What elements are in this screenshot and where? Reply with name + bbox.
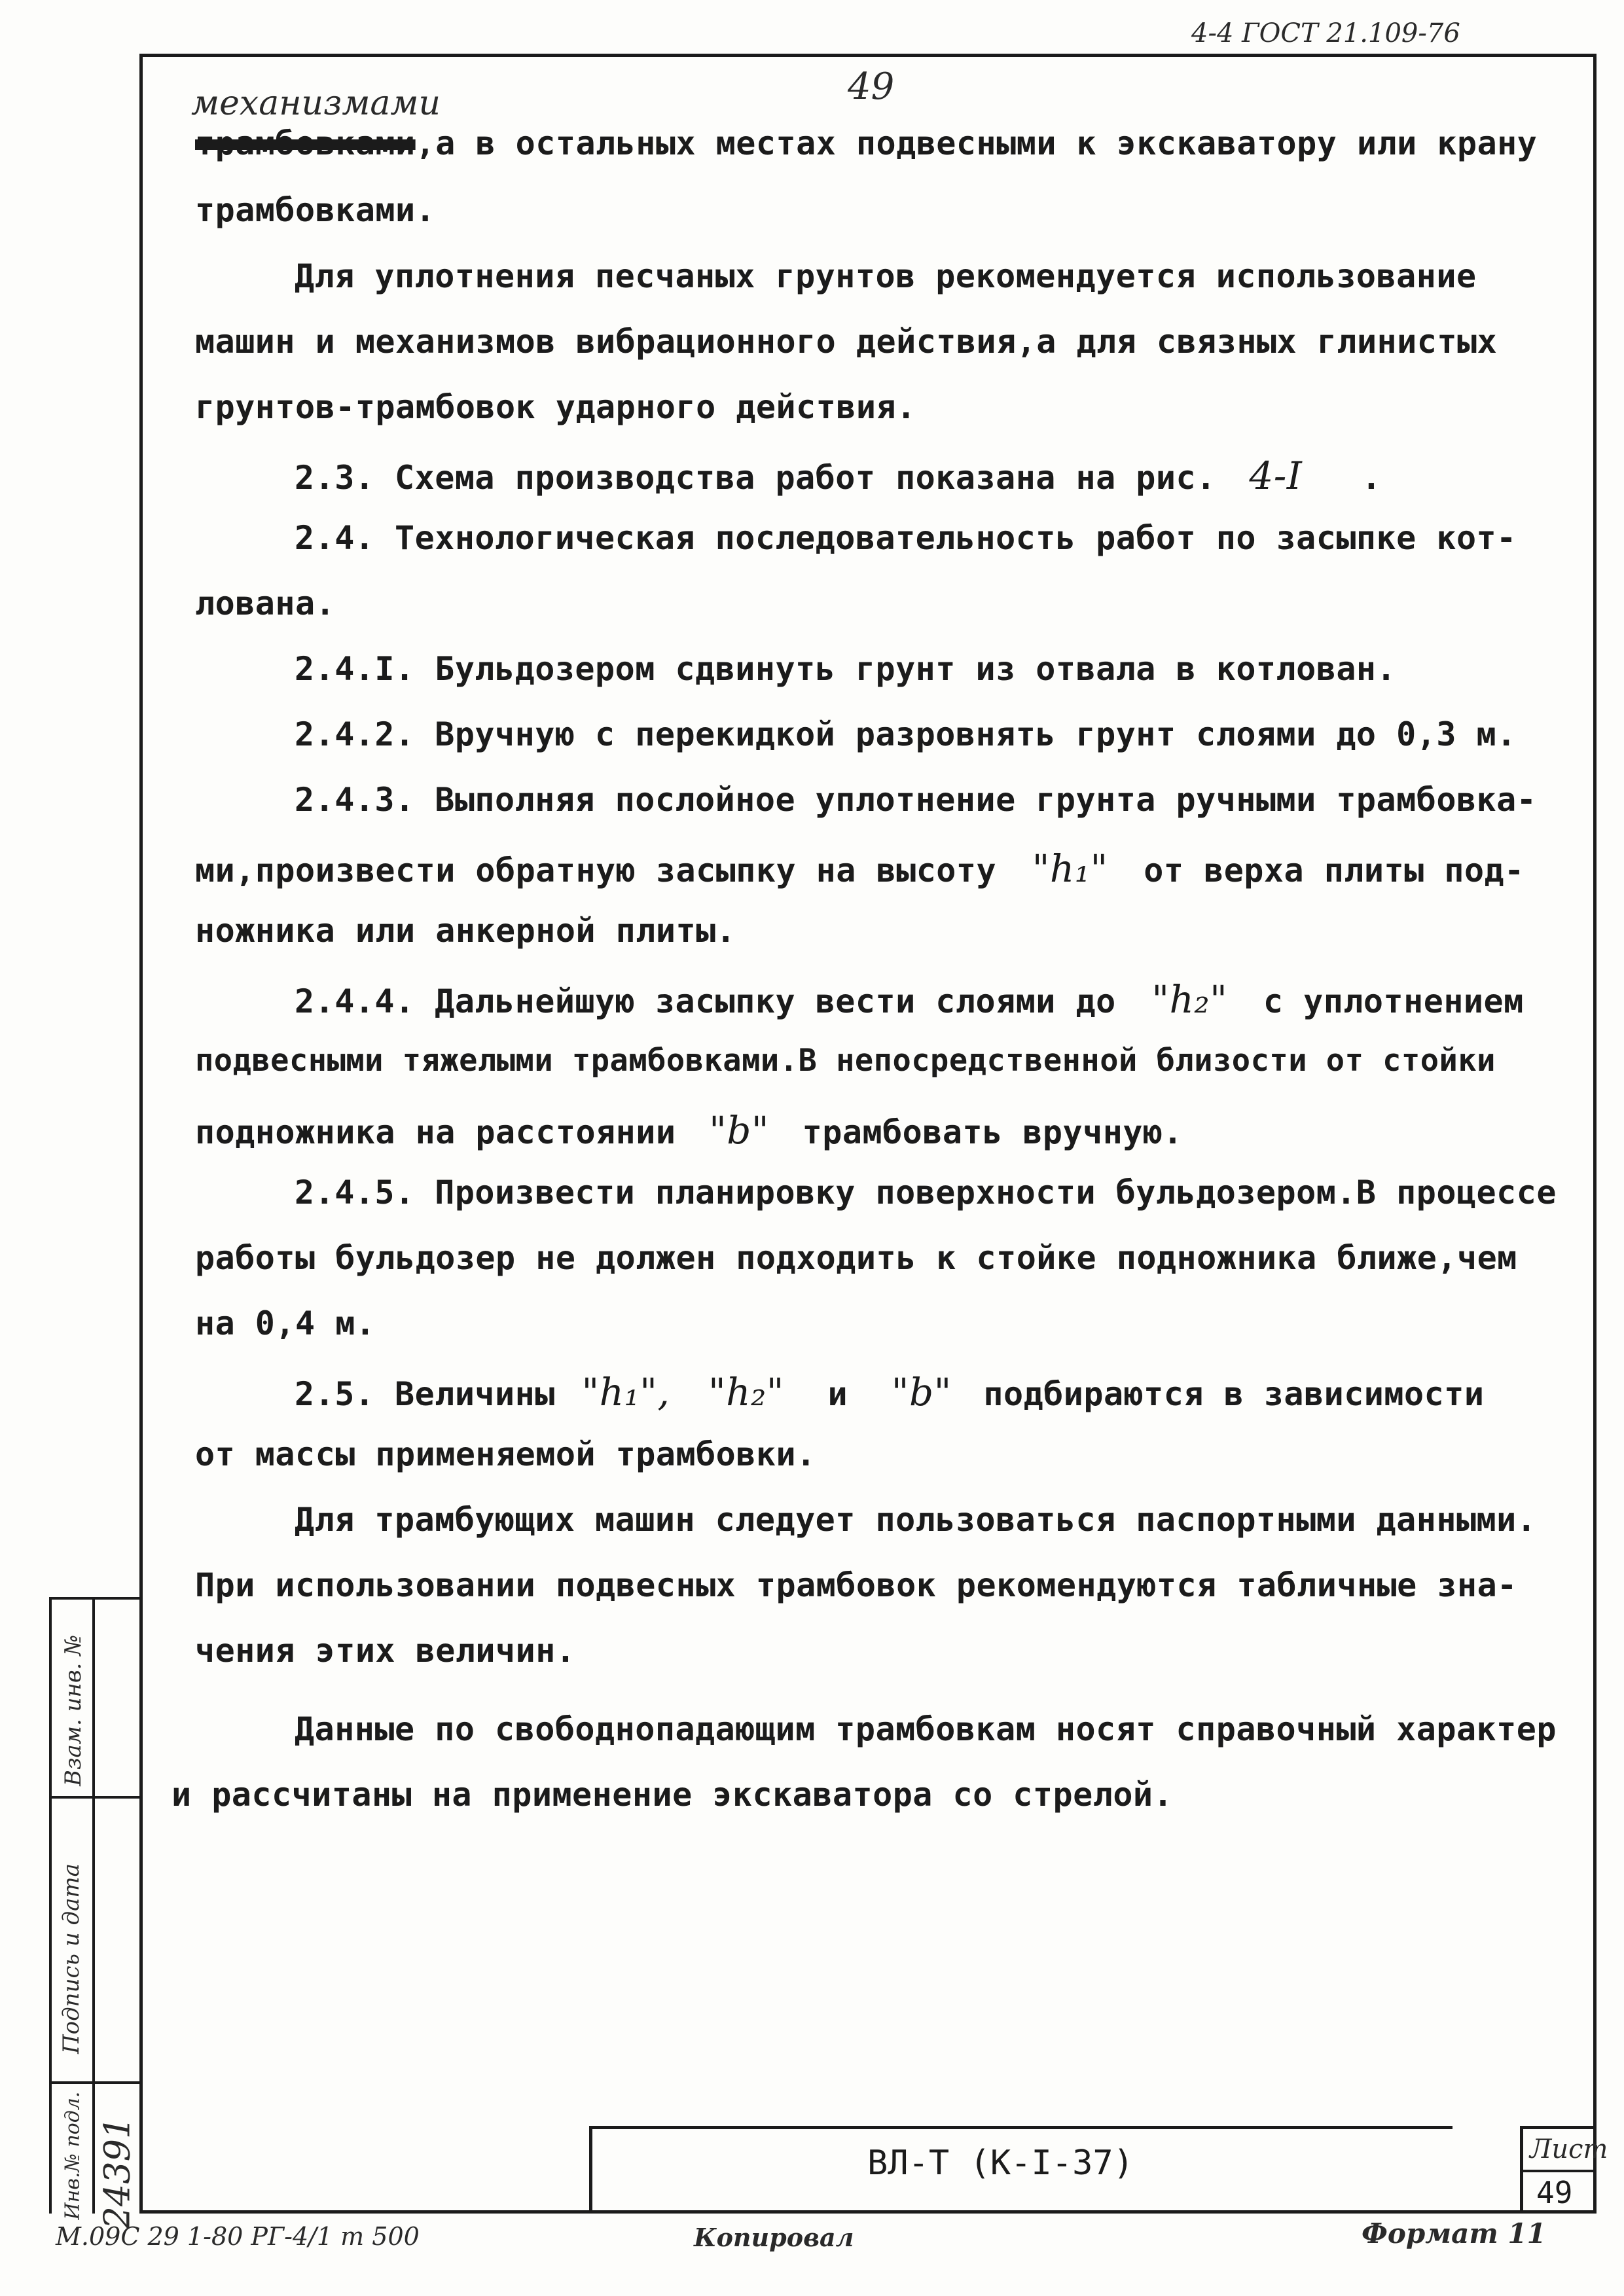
body-line: лована. [195,584,336,622]
sign-label: Подпись и дата [58,1863,84,2054]
page-number-handwritten: 49 [848,65,895,108]
footer-left-note: М.09С 29 1-80 РГ-4/1 т 500 [56,2222,420,2251]
figure-reference: 4-I [1249,454,1303,498]
copied-label: Копировал [694,2223,854,2252]
body-line: 2.4.4. Дальнейшую засыпку вести слоями до "h₂" с уплотнением [295,977,1524,1022]
variable-b: "b" [891,1370,952,1414]
body-line: При использовании подвесных трамбовок рекомендуются табличные зна- [195,1566,1517,1604]
side-stamp [49,1597,143,2229]
body-line: 2.3. Схема производства работ показана на рис. 4-I . [295,454,1382,498]
body-line: грунтов-трамбовок ударного действия. [195,388,916,426]
zam-label: Взам. инв. № [60,1634,86,1786]
body-line: от массы применяемой трамбовки. [195,1435,816,1473]
document-code: ВЛ-Т (К-I-37) [867,2144,1134,2183]
sheet-number: 49 [1536,2175,1573,2210]
inv-value: 24391 [96,2116,138,2229]
body-line: Для уплотнения песчаных грунтов рекомендуется использование [295,257,1477,295]
side-cell-zam [49,1597,143,1796]
inv-label: Инв.№ подл. [61,2091,84,2220]
header-reference: 4-4 ГОСТ 21.109-76 [1191,18,1460,48]
body-line: ножника или анкерной плиты. [195,912,736,950]
body-line: работы бульдозер не должен подходить к стойке подножника ближе,чем [195,1239,1517,1277]
body-line: 2.4.3. Выполняя послойное уплотнение грунта ручными трамбовка- [295,781,1537,819]
sheet-box [1520,2126,1608,2214]
sheet-label: Лист [1530,2134,1608,2164]
body-line: 2.4.2. Вручную с перекидкой разровнять грунт слоями до 0,3 м. [295,715,1517,753]
format-label: Формат 11 [1362,2217,1546,2250]
body-line: Данные по свободнопадающим трамбовкам носят справочный характер [295,1710,1557,1748]
body-line: 2.4.5. Произвести планировку поверхности бульдозером.В процессе [295,1174,1557,1211]
variable-h1: "h₁" [1032,846,1108,891]
body-line: ми,произвести обратную засыпку на высоту "h₁" от верха плиты под- [195,846,1525,891]
body-line: машин и механизмов вибрационного действия,а для связных глинистых [195,323,1498,361]
variable-h2: "h₂" [1151,977,1228,1022]
body-line: и рассчитаны на применение экскаватора со стрелой. [171,1776,1174,1814]
side-cell-sign [49,1796,143,2081]
body-line: 2.5. Величины "h₁", "h₂" и "b" подбираются в зависимости [295,1370,1485,1414]
side-cell-inv [49,2081,143,2229]
body-line: 2.4. Технологическая последовательность работ по засыпке кот- [295,519,1517,557]
title-block [589,2126,1453,2214]
body-line: на 0,4 м. [195,1304,376,1342]
body-line: подвесными тяжелыми трамбовками.В непосредственной близости от стойки [195,1043,1496,1079]
body-line: трамбовками. [195,191,436,229]
body-line: Для трамбующих машин следует пользоваться паспортными данными. [295,1501,1537,1539]
body-line: чения этих величин. [195,1632,576,1670]
body-line: подножника на расстоянии "b" трамбовать вручную. [195,1108,1183,1153]
handwritten-insert: механизмами [191,84,441,123]
body-line: трамбовками,а в остальных местах подвесными к экскаватору или крану [195,124,1538,162]
variable-h2: "h₂" [708,1370,784,1414]
variable-b: "b" [709,1108,770,1153]
struck-word: трамбовками [195,124,416,162]
variable-h1: "h₁", [581,1370,670,1414]
body-line: 2.4.I. Бульдозером сдвинуть грунт из отвала в котлован. [295,650,1397,688]
